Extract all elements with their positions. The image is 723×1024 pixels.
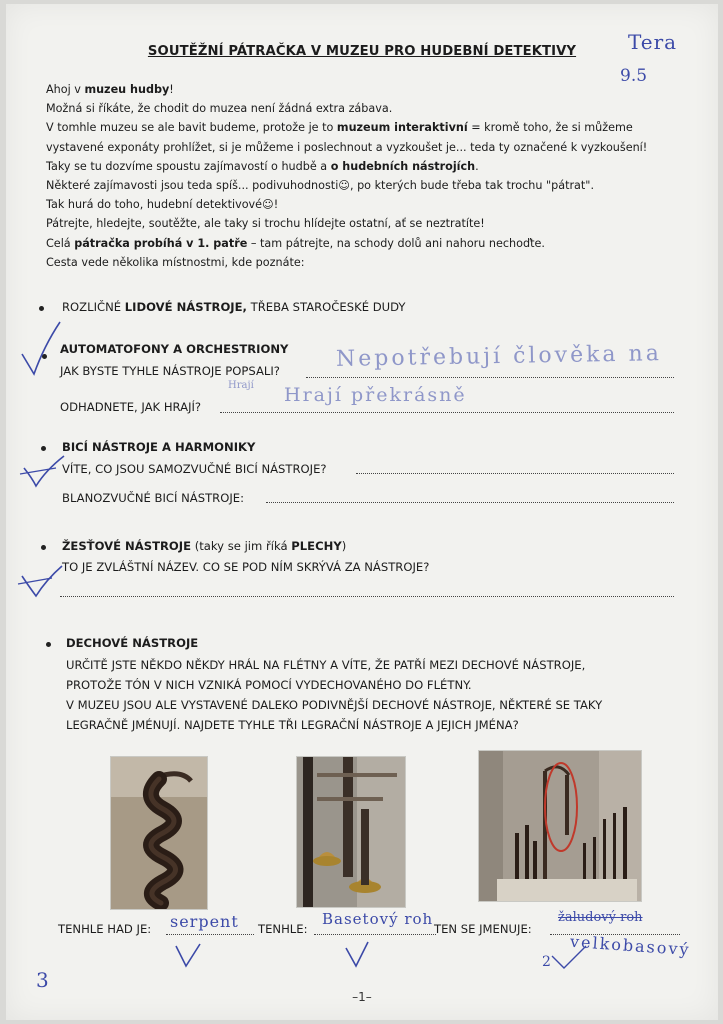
answer-line [314, 934, 436, 935]
handwritten-score: 9.5 [620, 66, 648, 86]
handwritten-points-left: 3 [36, 968, 49, 992]
handwritten-answer-velkobasovy: velkobasový [569, 931, 692, 960]
worksheet-page [6, 4, 718, 1020]
answer-line [166, 934, 254, 935]
answer-line [220, 412, 674, 413]
handwritten-check-icon [174, 940, 204, 970]
handwritten-answer-how: Hrají překrásně [284, 384, 467, 406]
handwritten-answer-serpent: serpent [170, 912, 239, 931]
answer-line [266, 502, 674, 503]
photo-serpent [110, 756, 208, 910]
dechove-text-line: URČITĚ JSTE NĚKDO NĚKDY HRÁL NA FLÉTNY A VÍTE, ŽE PATŘÍ MEZI DECHOVÉ NÁSTROJE, [66, 658, 586, 672]
photo-nastroje-vitrina [478, 750, 642, 902]
handwritten-answer-automatofony: Nepotřebují člověka na [335, 341, 663, 372]
dechove-text-line: PROTOŽE TÓN V NICH VZNIKÁ POMOCÍ VYDECHOVANÉHO DO FLÉTNY. [66, 678, 472, 692]
bullet-icon [46, 642, 51, 647]
handwritten-name: Tera [628, 30, 678, 54]
question-samozvucne: VÍTE, CO JSOU SAMOZVUČNÉ BICÍ NÁSTROJE? [62, 462, 327, 476]
handwritten-answer-crossed: žaludový roh [558, 910, 643, 925]
bullet-icon [39, 306, 44, 311]
intro-line: Tak hurá do toho, hudební detektivové☺! [46, 198, 279, 212]
intro-line: Pátrejte, hledejte, soutěžte, ale taky si trochu hlídejte ostatní, ať se neztratíte! [46, 217, 485, 231]
label-serpent: TENHLE HAD JE: [58, 922, 152, 936]
label-ten-se-jmenuje: TEN SE JMENUJE: [434, 922, 532, 936]
dechove-text-line: LEGRAČNĚ JMÉNUJÍ. NAJDETE TYHLE TŘI LEGRAČNÍ NÁSTROJE A JEJICH JMÉNA? [66, 718, 519, 732]
intro-line: Možná si říkáte, že chodit do muzea není žádná extra zábava. [46, 102, 393, 116]
dechove-text-line: V MUZEU JSOU ALE VYSTAVENÉ DALEKO PODIVNĚJŠÍ DECHOVÉ NÁSTROJE, NĚKTERÉ SE TAKY [66, 698, 603, 712]
answer-line [356, 473, 674, 474]
intro-line: Ahoj v muzeu hudby! [46, 83, 174, 96]
page-number: –1– [352, 990, 372, 1004]
answer-line [60, 596, 674, 597]
question-automatofony-describe: JAK BYSTE TYHLE NÁSTROJE POPSALI? [60, 364, 280, 378]
handwritten-points-right: 2 [542, 954, 551, 970]
handwritten-check-icon [14, 316, 64, 376]
intro-line: Celá pátračka probíhá v 1. patře – tam pátrejte, na schody dolů ani nahoru nechoďte. [46, 236, 545, 250]
bullet-icon [41, 545, 46, 550]
page-title: SOUTĚŽNÍ PÁTRAČKA V MUZEU PRO HUDEBNÍ DETEKTIVY [147, 44, 577, 59]
handwritten-check-icon [18, 452, 68, 492]
question-automatofony-how: ODHADNETE, JAK HRAJÍ? [60, 400, 202, 414]
section-dechove-heading: DECHOVÉ NÁSTROJE [66, 636, 199, 650]
bullet-icon [41, 446, 46, 451]
question-blanozvucne: BLANOZVUČNÉ BICÍ NÁSTROJE: [62, 491, 244, 505]
section-zestove-heading: ŽESŤOVÉ NÁSTROJE (taky se jim říká PLECHY) [62, 539, 347, 553]
intro-line: Taky se tu dozvíme spoustu zajímavostí o hudbě a o hudebních nástrojích. [46, 159, 479, 173]
intro-paragraph [46, 80, 647, 272]
answer-line [306, 377, 674, 378]
intro-line: Cesta vede několika místnostmi, kde poznáte: [46, 255, 305, 269]
section-bici-heading: BICÍ NÁSTROJE A HARMONIKY [62, 440, 256, 454]
handwritten-note: Hrají [228, 380, 254, 391]
label-tenhle: TENHLE: [258, 922, 308, 936]
handwritten-check-icon [550, 942, 590, 972]
photo-basetovy-roh [296, 756, 406, 908]
handwritten-check-icon [344, 940, 374, 970]
intro-line: Některé zajímavosti jsou teda spíš... podivuhodnosti☺, po kterých bude třeba tak trochu "pátrat". [46, 179, 594, 193]
handwritten-answer-basetovy: Basetový roh [322, 910, 434, 928]
section-lidove-nastroje: ROZLIČNÉ LIDOVÉ NÁSTROJE, TŘEBA STAROČESKÉ DUDY [62, 300, 406, 314]
intro-line: vystavené exponáty prohlížet, si je můžeme i poslechnout a vyzkoušet je... teda ty označené k vyzkoušení! [46, 140, 648, 154]
question-zestove: TO JE ZVLÁŠTNÍ NÁZEV. CO SE POD NÍM SKRÝVÁ ZA NÁSTROJE? [62, 560, 430, 574]
intro-line: V tomhle muzeu se ale bavit budeme, protože je to muzeum interaktivní = kromě toho, že si můžeme [46, 121, 633, 135]
handwritten-check-icon [16, 564, 66, 604]
section-automatofony-heading: AUTOMATOFONY A ORCHESTRIONY [60, 342, 289, 356]
